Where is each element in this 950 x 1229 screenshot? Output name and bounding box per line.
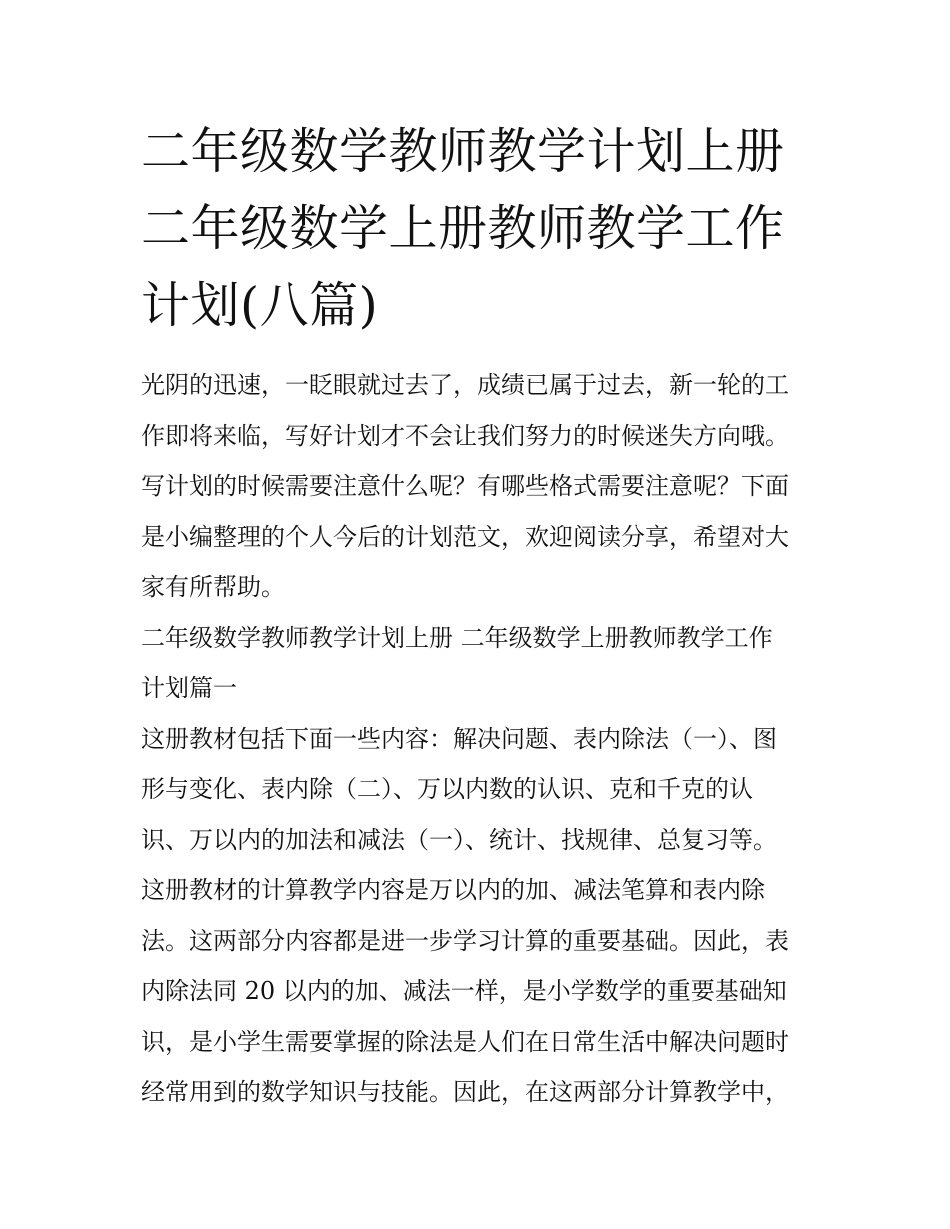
intro-line-4: 是小编整理的个人今后的计划范文，欢迎阅读分享，希望对大 <box>141 522 789 551</box>
section-paragraph <box>141 714 821 1118</box>
document-title <box>141 113 821 344</box>
intro-line-3: 写计划的时候需要注意什么呢？有哪些格式需要注意呢？下面 <box>141 472 789 500</box>
intro-line-1: 光阴的迅速，一眨眼就过去了，成绩已属于过去，新一轮的工 <box>141 371 789 399</box>
section-heading-line-1: 二年级数学教师教学计划上册 二年级数学上册教师教学工作 <box>141 623 773 652</box>
title-line-1: 二年级数学教师教学计划上册 <box>141 123 785 180</box>
section-line-5: 法。这两部分内容都是进一步学习计算的重要基础。因此，表 <box>141 926 789 955</box>
section-line-2: 形与变化、表内除（二）、万以内数的认识、克和千克的认 <box>141 775 753 803</box>
section-line-1: 这册教材包括下面一些内容：解决问题、表内除法（一）、图 <box>141 724 777 753</box>
intro-line-2: 作即将来临，写好计划才不会让我们努力的时候迷失方向哦。 <box>141 421 789 450</box>
section-line-3: 识、万以内的加法和减法（一）、统计、找规律、总复习等。 <box>141 825 777 854</box>
title-line-3: 计划(八篇) <box>141 277 379 334</box>
intro-line-5: 家有所帮助。 <box>141 573 285 601</box>
intro-paragraph <box>141 360 821 613</box>
section-heading <box>141 613 821 714</box>
section-line-8: 经常用到的数学知识与技能。因此，在这两部分计算教学中， <box>141 1078 789 1106</box>
title-line-2: 二年级数学上册教师教学工作 <box>141 200 785 257</box>
section-line-6: 内除法同 20 以内的加、减法一样，是小学数学的重要基础知 <box>141 977 787 1005</box>
section-heading-line-2: 计划篇一 <box>141 674 237 702</box>
document-body <box>141 360 821 1118</box>
section-line-4: 这册教材的计算教学内容是万以内的加、减法笔算和表内除 <box>141 876 765 904</box>
section-line-7: 识，是小学生需要掌握的除法是人们在日常生活中解决问题时 <box>141 1027 789 1056</box>
